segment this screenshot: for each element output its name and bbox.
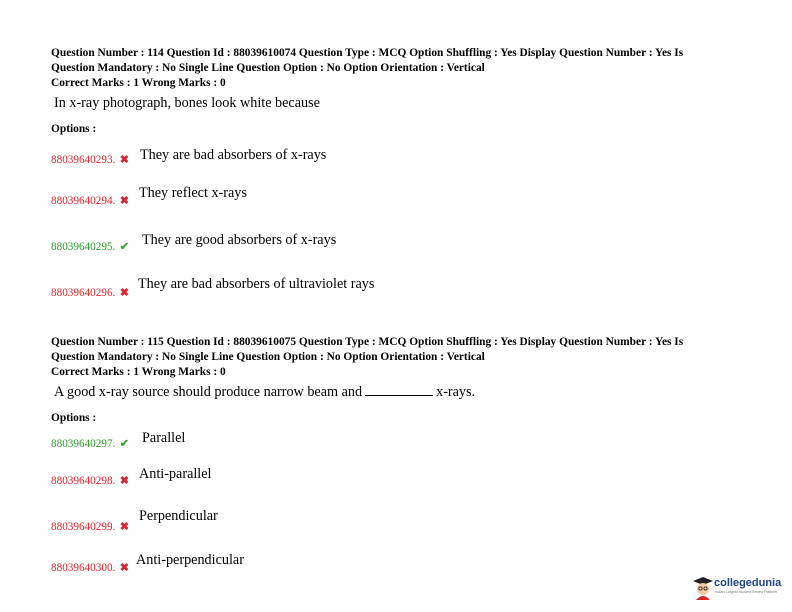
option-id: 88039640297. ✔ [51,438,129,450]
student-mascot-icon [692,576,714,600]
question-meta-line-1: Question Number : 115 Question Id : 88039610075 Question Type : MCQ Option Shuffling : Yes Display Question Number : Yes Is [51,336,684,348]
option-text: Anti-perpendicular [136,552,244,568]
question-114 [51,46,751,299]
answer-blank [365,394,433,396]
collegedunia-logo [692,575,784,603]
option-text: They are bad absorbers of x-rays [140,147,327,163]
option-id: 88039640298. ✖ [51,475,129,487]
option-id: 88039640300. ✖ [51,562,129,574]
question-marks: Correct Marks : 1 Wrong Marks : 0 [51,366,226,378]
logo-tagline: India's Largest Student Review Platform [715,590,778,594]
question-text: In x-ray photograph, bones look white because [54,95,320,111]
option-id: 88039640293. ✖ [51,154,129,166]
question-marks: Correct Marks : 1 Wrong Marks : 0 [51,77,226,89]
cross-icon: ✖ [119,475,129,487]
check-icon: ✔ [119,241,129,253]
options-label: Options : [51,412,97,424]
option-text: Anti-parallel [139,466,212,482]
logo-wordmark: collegedunia [714,577,782,589]
option-id: 88039640294. ✖ [51,195,129,207]
cross-icon: ✖ [119,195,129,207]
question-text [54,383,751,401]
cross-icon: ✖ [119,521,129,533]
option-id: 88039640299. ✖ [51,521,129,533]
options-label: Options : [51,123,97,135]
check-icon: ✔ [119,438,129,450]
question-meta-line-1: Question Number : 114 Question Id : 88039610074 Question Type : MCQ Option Shuffling : Yes Display Question Number : Yes Is [51,47,684,59]
cross-icon: ✖ [119,287,129,299]
option-text: They reflect x-rays [139,185,247,201]
question-meta-line-2: Question Mandatory : No Single Line Question Option : No Option Orientation : Vertical [51,62,485,74]
option-text: Perpendicular [139,508,218,524]
question-meta-line-2: Question Mandatory : No Single Line Question Option : No Option Orientation : Vertical [51,351,485,363]
option-text: Parallel [142,430,186,446]
question-115 [51,335,751,574]
question-text-after-blank: x-rays. [436,384,476,400]
cross-icon: ✖ [119,562,129,574]
option-text: They are bad absorbers of ultraviolet rays [138,276,375,292]
cross-icon: ✖ [119,154,129,166]
option-id: 88039640296. ✖ [51,287,129,299]
option-id: 88039640295. ✔ [51,241,129,253]
question-text-before-blank: A good x-ray source should produce narrow beam and [54,384,363,400]
option-text: They are good absorbers of x-rays [142,232,337,248]
